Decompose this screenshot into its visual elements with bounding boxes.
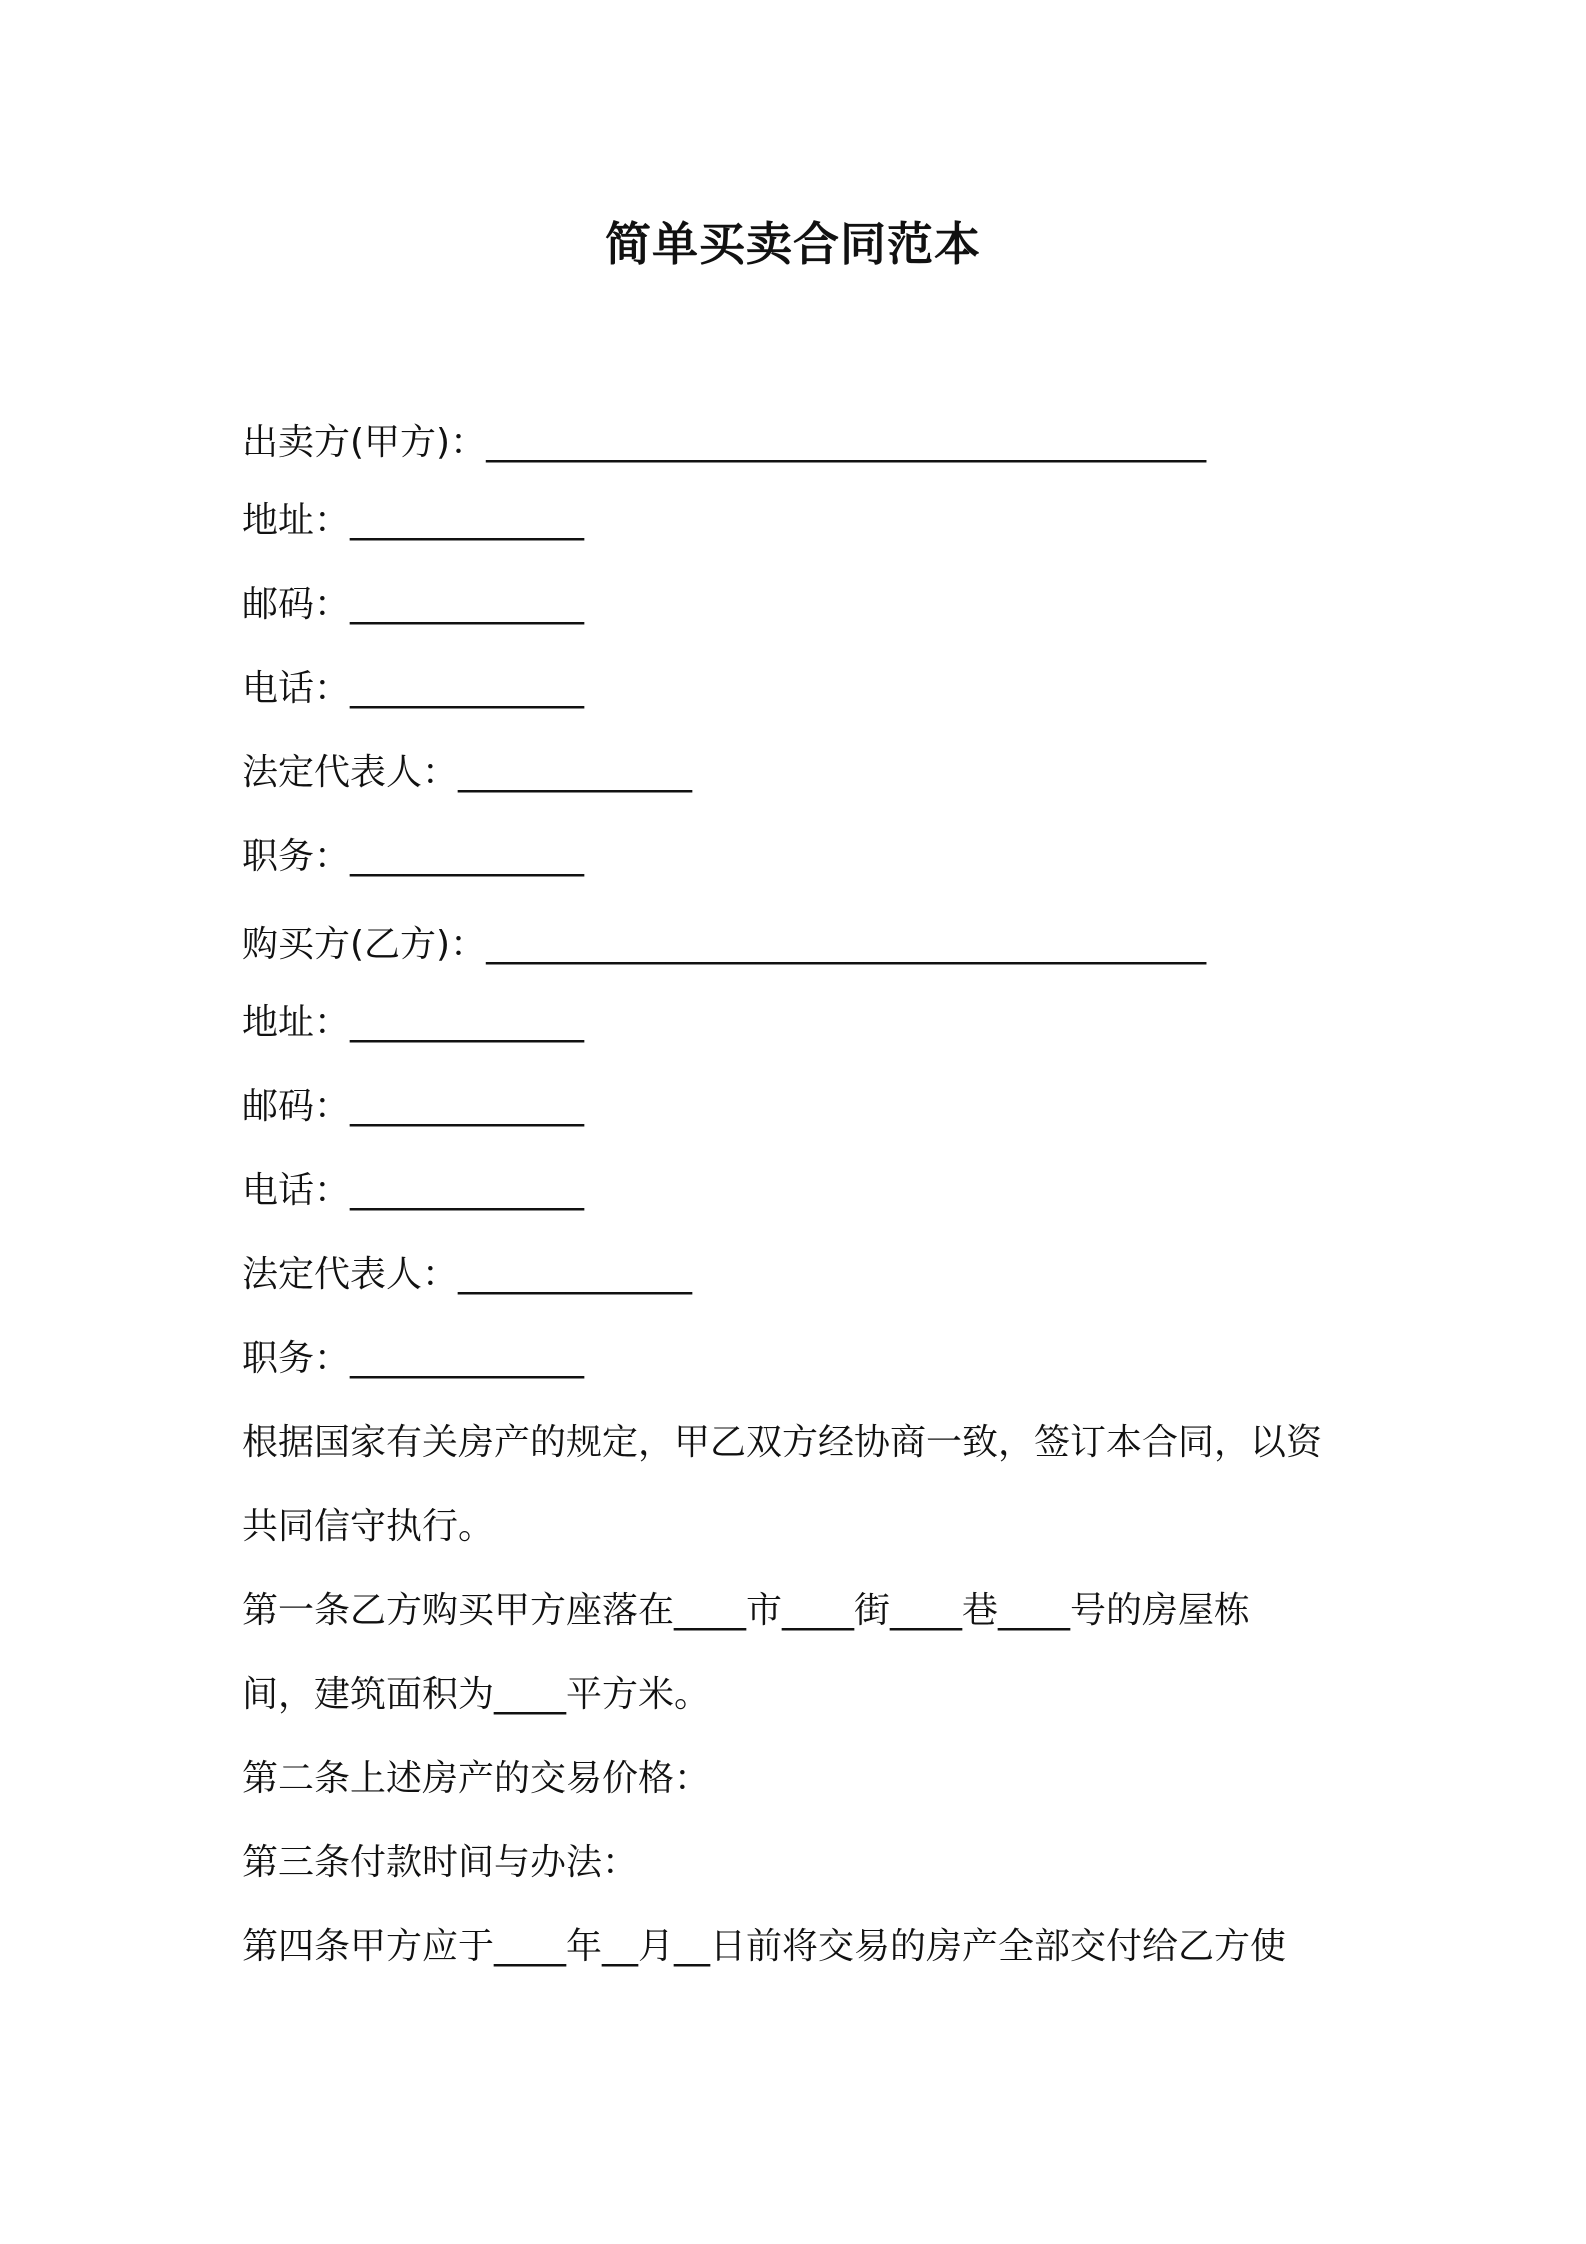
article-1-line-1: 第一条乙方购买甲方座落在____市____街____巷____号的房屋栋 [242,1590,1251,1631]
preamble-line-2: 共同信守执行。 [242,1506,495,1547]
article-3-line: 第三条付款时间与办法： [242,1842,639,1883]
seller-address-line: 地址：_____________ [242,500,585,541]
preamble-line-1: 根据国家有关房产的规定，甲乙双方经协商一致，签订本合同，以资 [242,1422,1323,1463]
buyer-position-line: 职务：_____________ [242,1338,585,1379]
seller-party-line: 出卖方(甲方)：________________________________________ [242,422,1207,463]
article-4-line: 第四条甲方应于____年__月__日前将交易的房产全部交付给乙方使 [242,1926,1287,1967]
seller-postcode-line: 邮码：_____________ [242,584,585,625]
seller-legal-rep-line: 法定代表人：_____________ [242,752,693,793]
buyer-postcode-line: 邮码：_____________ [242,1086,585,1127]
seller-phone-line: 电话：_____________ [242,668,585,709]
seller-position-line: 职务：_____________ [242,836,585,877]
document-title: 简单买卖合同范本 [605,217,981,271]
article-1-line-2: 间，建筑面积为____平方米。 [242,1674,711,1715]
article-2-line: 第二条上述房产的交易价格： [242,1758,711,1799]
buyer-phone-line: 电话：_____________ [242,1170,585,1211]
buyer-legal-rep-line: 法定代表人：_____________ [242,1254,693,1295]
buyer-address-line: 地址：_____________ [242,1002,585,1043]
buyer-party-line: 购买方(乙方)：________________________________________ [242,924,1207,965]
